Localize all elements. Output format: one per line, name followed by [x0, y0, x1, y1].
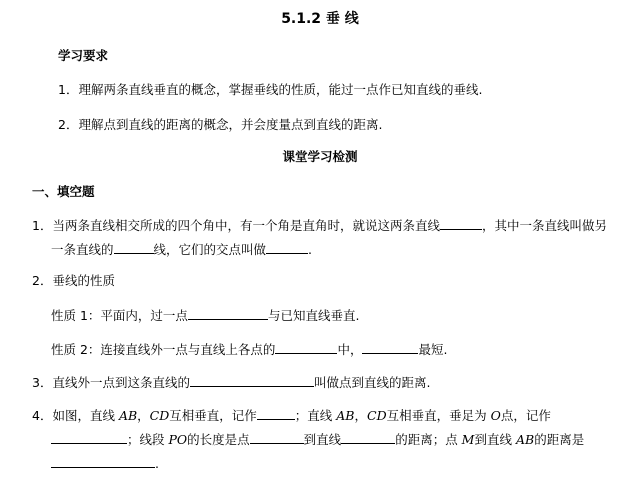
q4-text-c: ；直线 [294, 408, 337, 423]
q1-text-b: ，其中一条直线叫做另 [481, 218, 607, 233]
q4-text-f: ；线段 [127, 432, 169, 447]
section-heading-fill-blank: 一、填空题 [32, 184, 95, 199]
p2-text-c: 最短. [418, 342, 448, 357]
p2-blank-1[interactable] [275, 340, 337, 354]
q4-var-po: PO [168, 432, 188, 447]
q1-blank-3[interactable] [266, 240, 308, 254]
q3-text-a: 3．直线外一点到这条直线的 [32, 375, 190, 390]
p1-text-b: 与已知直线垂直. [267, 308, 360, 323]
question-4-line-1 [32, 406, 551, 425]
requirement-item-1: 1．理解两条直线垂直的概念，掌握垂线的性质，能过一点作已知直线的垂线. [58, 82, 483, 97]
q1-text-e: . [308, 242, 313, 257]
q1-blank-1[interactable] [440, 216, 482, 230]
q1-blank-2[interactable] [114, 240, 154, 254]
page-title: 5.1.2 垂 线 [281, 11, 359, 27]
question-1-line-2 [51, 240, 312, 259]
q4-text-d: 互相垂直，垂足为 [386, 408, 491, 423]
q4-text-a: 4．如图，直线 [32, 408, 119, 423]
property-1 [51, 306, 359, 325]
q3-text-b: 叫做点到直线的距离. [313, 375, 431, 390]
q4-blank-3[interactable] [250, 430, 304, 444]
q4-var-ab: AB [118, 408, 138, 423]
q1-text-d: 线，它们的交点叫做 [153, 242, 267, 257]
question-4-line-2 [51, 430, 584, 449]
q4-var-cd-2: CD [367, 408, 387, 423]
q4-comma-2: ， [354, 408, 367, 423]
q4-var-ab-3: AB [515, 432, 535, 447]
p2-text-a: 性质 2：连接直线外一点与直线上各点的 [51, 342, 276, 357]
property-2 [51, 340, 447, 359]
question-4-line-3 [51, 454, 159, 473]
question-3 [32, 373, 430, 392]
q4-var-ab-2: AB [336, 408, 355, 423]
q4-text-h: 到直线 [303, 432, 342, 447]
p1-blank[interactable] [188, 306, 268, 320]
q4-text-k: 的距离是 [534, 432, 585, 447]
requirements-heading: 学习要求 [58, 48, 109, 63]
q4-var-m: M [461, 432, 475, 447]
q4-blank-5[interactable] [51, 454, 155, 468]
q1-text-c: 一条直线的 [51, 242, 114, 257]
q4-var-o: O [490, 408, 501, 423]
classroom-heading: 课堂学习检测 [282, 149, 358, 164]
q4-text-i: 的距离；点 [395, 432, 462, 447]
p2-blank-2[interactable] [362, 340, 418, 354]
q3-blank[interactable] [190, 373, 314, 387]
question-2-heading: 2．垂线的性质 [32, 273, 115, 288]
q4-blank-1[interactable] [257, 406, 295, 420]
q4-comma: ， [137, 408, 150, 423]
q4-blank-2[interactable] [51, 430, 127, 444]
q4-text-e: 点，记作 [500, 408, 551, 423]
q4-text-end: . [155, 456, 159, 471]
question-1-line-1 [32, 216, 607, 235]
p1-text-a: 性质 1：平面内，过一点 [51, 308, 188, 323]
p2-text-b: 中， [337, 342, 363, 357]
q4-text-g: 的长度是点 [187, 432, 250, 447]
q4-text-b: 互相垂直，记作 [169, 408, 257, 423]
requirement-item-2: 2．理解点到直线的距离的概念，并会度量点到直线的距离. [58, 117, 383, 132]
q4-text-j: 到直线 [474, 432, 516, 447]
q1-text-a: 1．当两条直线相交所成的四个角中，有一个角是直角时，就说这两条直线 [32, 218, 440, 233]
q4-blank-4[interactable] [341, 430, 395, 444]
q4-var-cd: CD [149, 408, 170, 423]
